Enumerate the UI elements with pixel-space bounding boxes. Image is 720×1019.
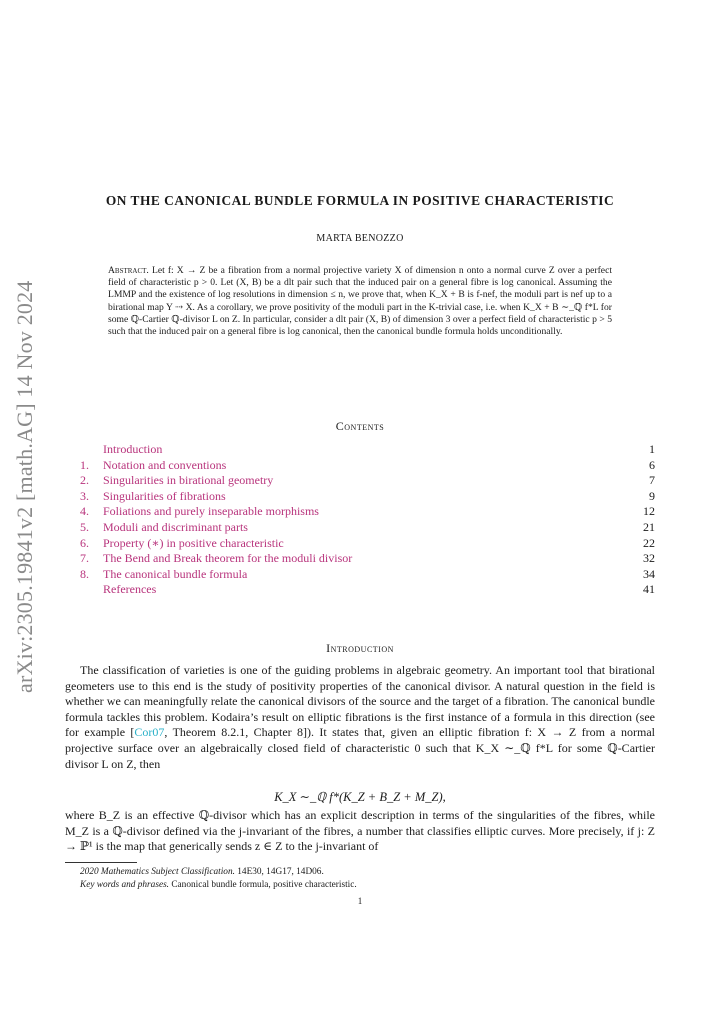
toc-entry[interactable] [80, 458, 655, 474]
author-name: MARTA BENOZZO [316, 233, 404, 244]
toc-page: 21 [643, 519, 655, 534]
toc-page: 12 [643, 504, 655, 519]
citation-link[interactable]: Cor07 [134, 725, 165, 740]
toc-number: 4. [80, 504, 89, 519]
toc-number: 6. [80, 535, 89, 550]
toc-label[interactable]: Notation and conventions [103, 457, 227, 472]
display-formula: K_X ∼_ℚ f*(K_Z + B_Z + M_Z), [274, 790, 446, 804]
toc-number: 1. [80, 457, 89, 472]
abstract [108, 265, 612, 338]
toc-number: 2. [80, 473, 89, 488]
introduction-paragraph [65, 663, 655, 772]
toc-entry[interactable] [80, 504, 655, 520]
toc-label[interactable]: Introduction [103, 442, 163, 456]
arxiv-identifier-stamp: arXiv:2305.19841v2 [math.AG] 14 Nov 2024 [12, 280, 37, 693]
abstract-text: Let f: X → Z be a fibration from a normal projective variety X of dimension n onto a normal curve Z over a perfect field of characteristic p > 0. Let (X, B) be a dlt pair such that the induced pair on a general fibre is log canonical. Assuming the LMMP and the existence of log resolutions in dimension ≤ n, we prove that, when K_X + B is f-nef, the moduli part is nef up to a birational map Y ⇢ X. As a corollary, we prove positivity of the moduli part in the K-trivial case, i.e. when K_X + B ∼_ℚ f*L for some ℚ-Cartier ℚ-divisor L on Z. In particular, consider a dlt pair (X, B) of dimension 3 over a perfect field of characteristic p > 5 such that the induced pair on a general fibre is log canonical, then the canonical bundle formula holds unconditionally. [108, 265, 612, 338]
paper-title: ON THE CANONICAL BUNDLE FORMULA IN POSITIVE CHARACTERISTIC [105, 193, 615, 208]
introduction-heading: Introduction [326, 641, 394, 655]
toc-entry[interactable] [80, 536, 655, 552]
abstract-label: Abstract. [108, 265, 149, 276]
toc-entry[interactable] [80, 582, 655, 598]
msc-classification [80, 866, 655, 879]
page-number: 1 [357, 896, 363, 906]
toc-page: 6 [649, 457, 655, 472]
toc-label[interactable]: Singularities in birational geometry [103, 473, 274, 488]
toc-label[interactable]: The canonical bundle formula [103, 566, 248, 581]
contents-heading: Contents [335, 419, 385, 433]
toc-page: 41 [643, 582, 655, 597]
paragraph-text: , Theorem 8.2.1, Chapter 8]). It states that, given an elliptic fibration f: X → Z from a normal projective surface over an algebraically closed field of characteristic 0 such that K_X ∼_ℚ f*L for some ℚ-Cartier divisor L on Z, then [65, 725, 655, 771]
toc-label[interactable]: Foliations and purely inseparable morphisms [103, 504, 319, 519]
toc-entry[interactable] [80, 551, 655, 567]
keywords-label: Key words and phrases. [80, 880, 170, 890]
keywords [80, 879, 655, 892]
table-of-contents [80, 442, 655, 598]
toc-page: 7 [649, 473, 655, 488]
footnote-rule [65, 862, 137, 863]
toc-label[interactable]: Singularities of fibrations [103, 488, 226, 503]
msc-value: 14E30, 14G17, 14D06. [237, 867, 324, 877]
toc-page: 22 [643, 535, 655, 550]
toc-page: 34 [643, 566, 655, 581]
toc-page: 32 [643, 551, 655, 566]
toc-label[interactable]: Moduli and discriminant parts [103, 519, 248, 534]
toc-entry[interactable] [80, 489, 655, 505]
footnotes [80, 866, 655, 892]
toc-label[interactable]: Property (∗) in positive characteristic [103, 535, 284, 550]
toc-page: 9 [649, 488, 655, 503]
toc-page: 1 [649, 442, 655, 456]
toc-label[interactable]: References [103, 582, 157, 597]
toc-label[interactable]: The Bend and Break theorem for the moduli divisor [103, 551, 353, 566]
toc-number: 7. [80, 551, 89, 566]
introduction-paragraph: where B_Z is an effective ℚ-divisor which has an explicit description in terms of the singularities of the fibres, while M_Z is a ℚ-divisor defined via the j-invariant of the fibres, a number that classifies elliptic curves. More precisely, if j: Z → ℙ¹ is the map that generically sends z ∈ Z to the j-invariant of [65, 808, 655, 854]
msc-label: 2020 Mathematics Subject Classification. [80, 867, 235, 877]
toc-entry[interactable] [80, 473, 655, 489]
paragraph-text: The classification of varieties is one of the guiding problems in algebraic geometry. An important tool that birational geometers use to this end is the study of positivity properties of the canonical divisor. A natural question in the field is whether we can meaningfully relate the canonical divisors of the source and the target of a fibration. The canonical bundle formula tackles this problem. Kodaira’s result on elliptic fibrations is the first instance of a formula in this direction (see for example [ [65, 663, 655, 740]
toc-number: 8. [80, 566, 89, 581]
toc-entry[interactable] [80, 442, 655, 458]
toc-entry[interactable] [80, 520, 655, 536]
keywords-value: Canonical bundle formula, positive characteristic. [171, 880, 357, 890]
toc-number: 3. [80, 488, 89, 503]
toc-number: 5. [80, 519, 89, 534]
toc-entry[interactable] [80, 567, 655, 583]
